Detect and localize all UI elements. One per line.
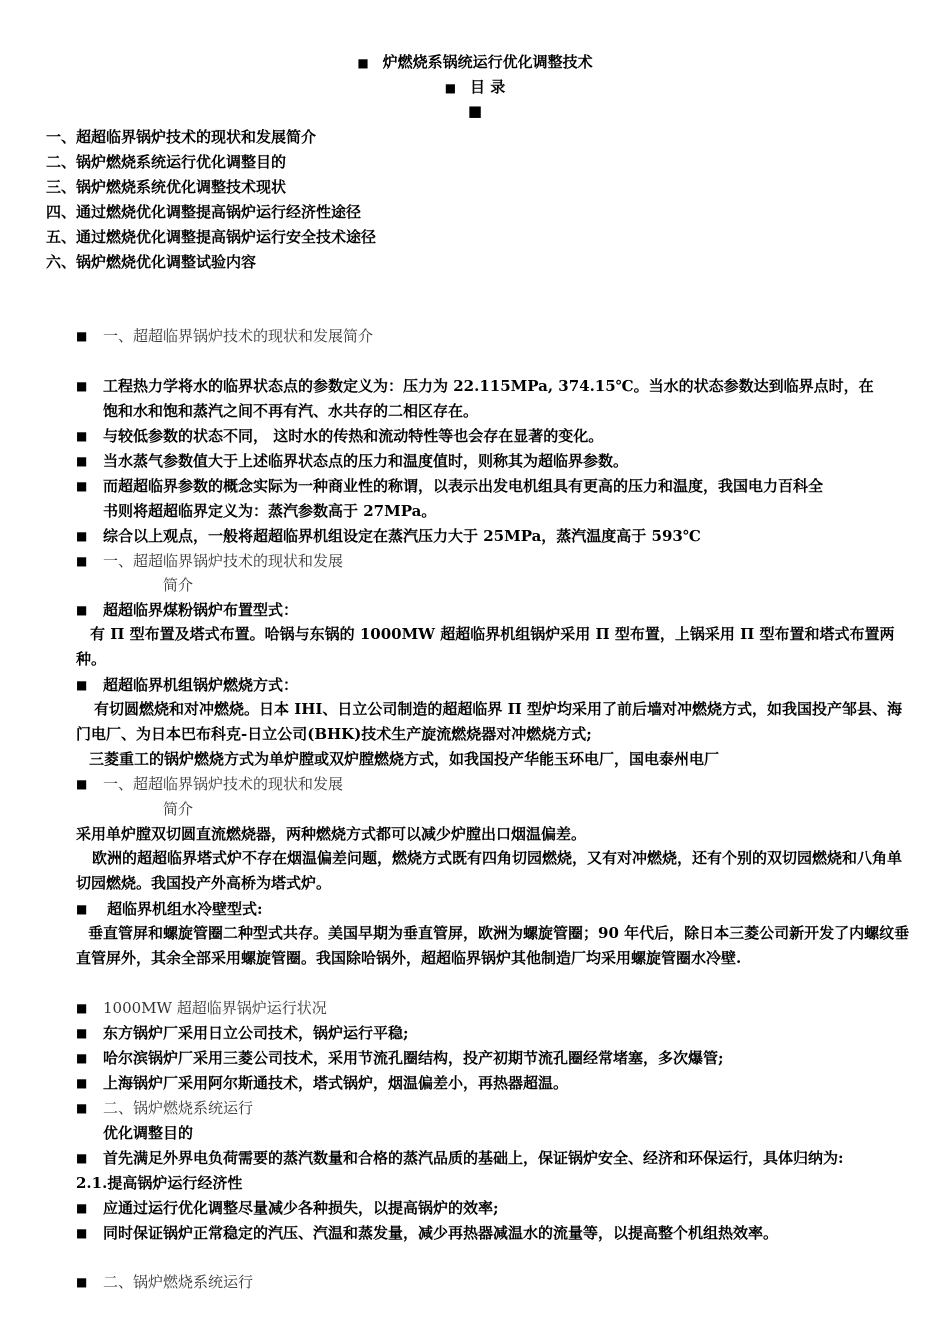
paragraph: 有切圆燃烧和对冲燃烧。日本 IHI、日立公司制造的超超临界 Π 型炉均采用了前后墙对冲燃烧方式，如我国投产邹县、海门电厂、为日本巴布科克-日立公司(BHK)技术生产旋流燃烧器对冲燃烧方式; <box>76 700 903 743</box>
paragraph: 而超超临界参数的概念实际为一种商业性的称谓，以表示出发电机组具有更高的压力和温度，我国电力百科全 <box>103 477 824 495</box>
paragraph: 饱和水和饱和蒸汽之间不再有汽、水共存的二相区存在。 <box>103 402 479 420</box>
paragraph-heading: 超超临界煤粉锅炉布置型式： <box>103 601 299 619</box>
paragraph: 工程热力学将水的临界状态点的参数定义为：压力为 22.115MPa, 374.15℃。当水的状态参数达到临界点时，在 <box>103 377 874 395</box>
section-heading: 二、锅炉燃烧系统运行 <box>103 1273 254 1291</box>
section-heading: 一、超超临界锅炉技术的现状和发展 <box>103 552 344 570</box>
paragraph: 当水蒸气参数值大于上述临界状态点的压力和温度值时，则称其为超临界参数。 <box>103 452 629 470</box>
toc-item: 三、锅炉燃烧系统优化调整技术现状 <box>46 178 287 196</box>
paragraph: 欧洲的超超临界塔式炉不存在烟温偏差问题，燃烧方式既有四角切园燃烧，又有对冲燃烧，还有个别的双切园燃烧和八角单切园燃烧。我国投产外高桥为塔式炉。 <box>76 849 903 892</box>
paragraph: 哈尔滨锅炉厂采用三菱公司技术，采用节流孔圈结构，投产初期节流孔圈经常堵塞，多次爆管; <box>103 1049 724 1067</box>
section-heading: 一、超超临界锅炉技术的现状和发展简介 <box>103 327 374 345</box>
doc-title: ■ 炉燃烧系锅统运行优化调整技术 <box>357 53 593 71</box>
toc-item: 四、通过燃烧优化调整提高锅炉运行经济性途径 <box>46 203 362 221</box>
toc-item: 二、锅炉燃烧系统运行优化调整目的 <box>46 153 287 171</box>
bullet-icon: ■ <box>76 479 88 493</box>
paragraph: 首先满足外界电负荷需要的蒸汽数量和合格的蒸汽品质的基础上，保证锅炉安全、经济和环保运行，具体归纳为: <box>103 1149 844 1167</box>
section-heading: 1000MW 超超临界锅炉运行状况 <box>103 999 327 1017</box>
paragraph: 三菱重工的锅炉燃烧方式为单炉膛或双炉膛燃烧方式，如我国投产华能玉环电厂，国电泰州电厂 <box>89 750 720 768</box>
bullet-icon: ■ <box>76 1201 88 1215</box>
paragraph: 应通过运行优化调整尽量减少各种损失，以提高锅炉的效率; <box>103 1199 499 1217</box>
paragraph: 东方锅炉厂采用日立公司技术，锅炉运行平稳; <box>103 1024 409 1042</box>
bullet-icon: ■ <box>444 81 457 95</box>
paragraph: 同时保证锅炉正常稳定的汽压、汽温和蒸发量，减少再热器减温水的流量等，以提高整个机组热效率。 <box>103 1224 779 1242</box>
bullet-icon: ■ <box>76 1076 88 1090</box>
paragraph: 综合以上观点，一般将超超临界机组设定在蒸汽压力大于 25MPa，蒸汽温度高于 593℃ <box>103 527 701 545</box>
toc-item: 五、通过燃烧优化调整提高锅炉运行安全技术途径 <box>46 228 377 246</box>
section-heading-sub: 简介 <box>163 576 194 594</box>
toc-item: 六、锅炉燃烧优化调整试验内容 <box>46 253 257 271</box>
section-heading: 一、超超临界锅炉技术的现状和发展 <box>103 775 344 793</box>
subsection-heading: 2.1.提高锅炉运行经济性 <box>76 1174 243 1192</box>
bullet-icon: ■ <box>467 102 483 120</box>
bullet-icon: ■ <box>76 554 88 568</box>
bullet-icon: ■ <box>357 56 369 70</box>
paragraph-heading: 超超临界机组锅炉燃烧方式： <box>103 676 299 694</box>
paragraph-heading: 超临界机组水冷壁型式: <box>107 900 263 918</box>
paragraph: 与较低参数的状态不同， 这时水的传热和流动特性等也会存在显著的变化。 <box>103 427 604 445</box>
bullet-icon: ■ <box>76 1026 88 1040</box>
bullet-icon: ■ <box>76 678 88 692</box>
bullet-icon: ■ <box>76 529 88 543</box>
section-heading-sub: 优化调整目的 <box>103 1124 194 1142</box>
paragraph: 有 Π 型布置及塔式布置。哈锅与东锅的 1000MW 超超临界机组锅炉采用 Π 型布置，上锅采用 Π 型布置和塔式布置两种。 <box>76 625 895 668</box>
section-heading: 二、锅炉燃烧系统运行 <box>103 1099 254 1117</box>
bullet-icon: ■ <box>76 1275 88 1289</box>
toc-item: 一、超超临界锅炉技术的现状和发展简介 <box>46 128 317 146</box>
section-heading-sub: 简介 <box>163 800 194 818</box>
bullet-icon: ■ <box>76 329 88 343</box>
paragraph: 上海锅炉厂采用阿尔斯通技术，塔式锅炉，烟温偏差小，再热器超温。 <box>103 1074 569 1092</box>
bullet-icon: ■ <box>76 1001 88 1015</box>
paragraph: 采用单炉膛双切圆直流燃烧器，两种燃烧方式都可以减少炉膛出口烟温偏差。 <box>76 825 587 843</box>
bullet-icon: ■ <box>76 1101 88 1115</box>
toc-title: ■ 目 录 <box>444 78 506 96</box>
bullet-icon: ■ <box>76 454 88 468</box>
bullet-icon: ■ <box>76 379 88 393</box>
bullet-icon: ■ <box>76 603 88 617</box>
bullet-icon: ■ <box>76 429 88 443</box>
bullet-icon: ■ <box>76 777 88 791</box>
paragraph: 垂直管屏和螺旋管圈二种型式共存。美国早期为垂直管屏，欧洲为螺旋管圈；90 年代后，除日本三菱公司新开发了内螺纹垂直管屏外，其余全部采用螺旋管圈。我国除哈锅外，超超临界锅炉其他制造厂均采用螺旋管圈水冷壁. <box>76 924 910 967</box>
paragraph: 书则将超超临界定义为：蒸汽参数高于 27MPa。 <box>103 502 437 520</box>
bullet-icon: ■ <box>76 1151 88 1165</box>
bullet-icon: ■ <box>76 1051 88 1065</box>
bullet-icon: ■ <box>76 1226 88 1240</box>
bullet-icon: ■ <box>76 902 88 916</box>
